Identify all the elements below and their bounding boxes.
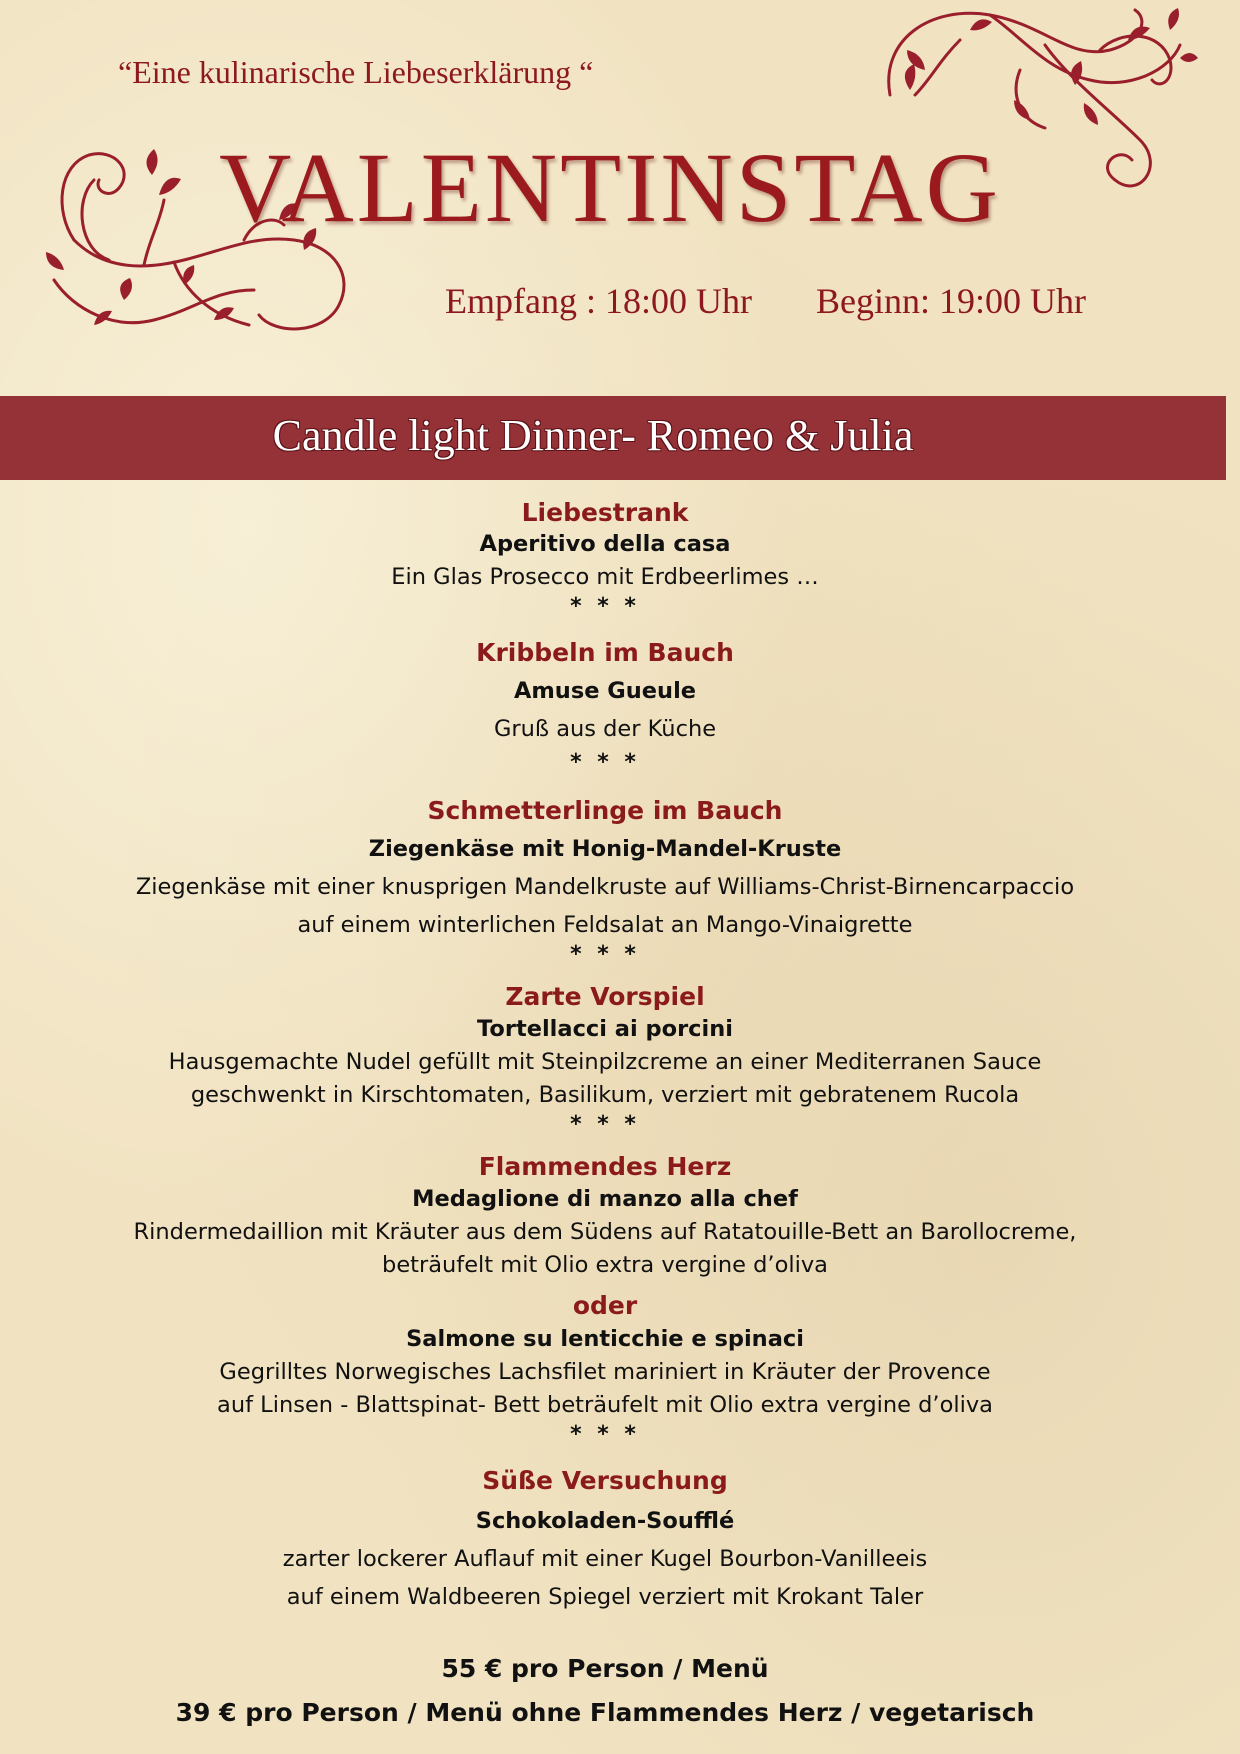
course-title: Kribbeln im Bauch <box>476 638 734 667</box>
course-title: Schmetterlinge im Bauch <box>427 796 783 825</box>
course-separator: * * * <box>570 942 640 967</box>
dish-description: Hausgemachte Nudel gefüllt mit Steinpilzcreme an einer Mediterranen Sauce <box>168 1049 1042 1075</box>
dish-name: Amuse Gueule <box>513 678 697 704</box>
course-title: Flammendes Herz <box>478 1152 732 1181</box>
dish-description: geschwenkt in Kirschtomaten, Basilikum, verziert mit gebratenem Rucola <box>190 1082 1020 1108</box>
dish-description: auf einem winterlichen Feldsalat an Mango-Vinaigrette <box>297 912 913 938</box>
dish-name: Salmone su lenticchie e spinaci <box>406 1326 804 1352</box>
dish-name: Aperitivo della casa <box>479 531 731 557</box>
page-title: VALENTINSTAG <box>219 132 1001 243</box>
course-separator: * * * <box>570 1422 640 1447</box>
dish-description: Gegrilltes Norwegisches Lachsfilet mariniert in Kräuter der Provence <box>219 1359 991 1385</box>
course-title: Liebestrank <box>521 498 689 527</box>
dish-description: auf einem Waldbeeren Spiegel verziert mit Krokant Taler <box>286 1584 924 1610</box>
course-title: Süße Versuchung <box>482 1466 728 1495</box>
dish-name: Ziegenkäse mit Honig-Mandel-Kruste <box>368 836 842 862</box>
price-full-menu: 55 € pro Person / Menü <box>441 1654 769 1683</box>
dish-description: Rindermedaillion mit Kräuter aus dem Südens auf Ratatouille-Bett an Barollocreme, <box>133 1219 1077 1245</box>
course-separator: * * * <box>570 750 640 775</box>
reception-time: Empfang : 18:00 Uhr <box>445 281 752 321</box>
dish-name: Schokoladen-Soufflé <box>475 1508 735 1534</box>
tagline: “Eine kulinarische Liebeserklärung “ <box>118 54 594 90</box>
dish-description: auf Linsen - Blattspinat- Bett beträufelt mit Olio extra vergine d’oliva <box>217 1392 993 1418</box>
start-time: Beginn: 19:00 Uhr <box>815 281 1086 321</box>
dish-name: Tortellacci ai porcini <box>477 1016 733 1042</box>
course-separator: * * * <box>570 1112 640 1137</box>
event-times <box>445 280 1086 322</box>
dish-description: Gruß aus der Küche <box>493 716 717 742</box>
dish-description: zarter lockerer Auflauf mit einer Kugel Bourbon-Vanilleeis <box>282 1546 928 1572</box>
course-title: Zarte Vorspiel <box>505 982 705 1011</box>
dish-description: Ziegenkäse mit einer knusprigen Mandelkruste auf Williams-Christ-Birnencarpaccio <box>135 874 1075 900</box>
banner-title: Candle light Dinner- Romeo & Julia <box>272 411 914 460</box>
dish-description: Ein Glas Prosecco mit Erdbeerlimes … <box>391 564 819 590</box>
course-separator: * * * <box>570 594 640 619</box>
alternative-connector: oder <box>572 1291 638 1320</box>
dish-description: beträufelt mit Olio extra vergine d’oliva <box>382 1252 828 1278</box>
price-vegetarian-menu: 39 € pro Person / Menü ohne Flammendes Herz / vegetarisch <box>175 1698 1035 1727</box>
dish-name: Medaglione di manzo alla chef <box>412 1186 798 1212</box>
